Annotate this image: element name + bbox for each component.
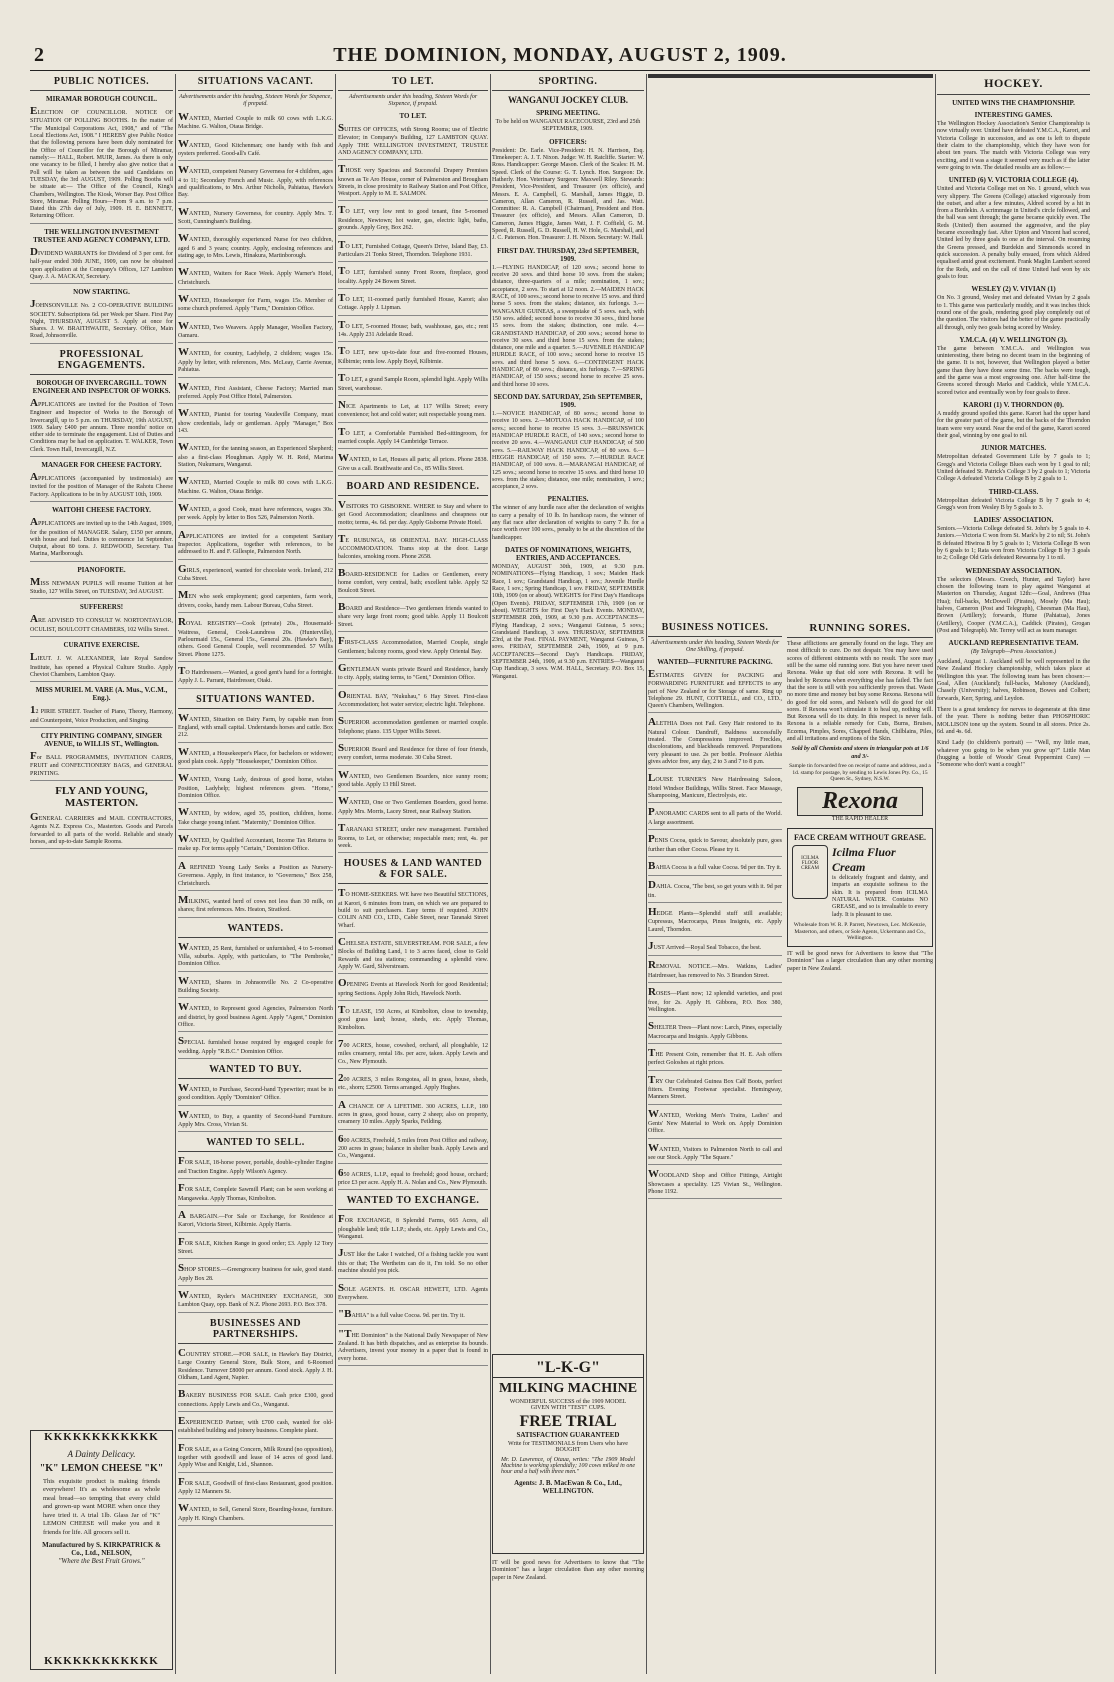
classified-ad: WANTED, by Qualified Accountant, Income Tax Returns to make up. For terms apply "Certain," Dominion Office. xyxy=(178,833,333,857)
classified-ad: 650 ACRES, L.I.P., equal to freehold; good house, orchard; price £3 per acre. Apply H. A. Nolan and Co., New Plymouth. xyxy=(338,1167,488,1191)
section-header: HOUSES & LAND WANTED & FOR SALE. xyxy=(338,856,488,884)
notice-body: ELECTION OF COUNCILLOR. NOTICE OF SITUATION OF POLLING BOOTHS. In the matter of "The Municipal Corporations Act, 1908," and of "The Local Elections Act, 1908." I HEREBY give Public Notice that the following persons have been duly nominated for the Office of Councillor for the Borough of Miramar, namely:— HALL, Robert. MUIR, James. As there is only one vacancy to be filled, I hereby also give notice that a Poll will be taken as between the said Candidates on TUESDAY, the 3rd AUGUST, 1909. Polling Booths will be situate at:— The Office of the Council, King's Chambers, Wellington. The Kiosk, Worser Bay. Post Office Store, Miramar. Polling Hours—From 9 a.m. to 7 p.m. Dated this 27th day of July, 1909. H. E. BENNETT, Returning Officer. xyxy=(30,105,173,224)
notice-title: BOROUGH OF INVERCARGILL. TOWN ENGINEER AND INSPECTOR OF WORKS. xyxy=(32,378,171,395)
classified-ad: WANTED, 25 Rent, furnished or unfurnished, 4 to 5-roomed Villa, suburbs. Apply, with particulars, to "The Pembroke," Dominion Office. xyxy=(178,941,333,972)
classified-ad: FOR SALE, Goodwill of first-class Restaurant, good position. Apply 12 Manners St. xyxy=(178,1476,333,1500)
notice-body: APPLICATIONS are invited for the Position of Town Engineer and Inspector of Works to the Borough of Invercargill, up to 5 p.m. on THURSDAY, 19th AUGUST, 1909. Salary £400 per annum. Three months' notice on either side to terminate the engagement. List of Duties and Conditions may be had on application. T. WALKER, Town Clerk. Town Hall, Invercargill, N.Z. xyxy=(30,397,173,457)
classified-ad: WANTED, for country, Ladyhelp, 2 children; wages 15s. Apply by letter, with references, Mrs. McLeay, Carrie Avenue, Pahiatua. xyxy=(178,346,333,377)
icilma-title: Icilma Fluor Cream xyxy=(832,845,896,875)
classified-ad: WANTED, a good Cook, must have references, wages 30s. per week. Apply by letter to Box 526, Palmerston North. xyxy=(178,502,333,526)
meeting-venue: To be held on WANGANUI RACECOURSE, 23rd and 25th SEPTEMBER, 1909. xyxy=(495,119,641,133)
classified-ad: A REFINED Young Lady Seeks a Position as Nursery-Governess. Apply, in first instance, to "Governess," Box 258, Christchurch. xyxy=(178,860,333,891)
classified-ad: WANTED, Visitors to Palmerston North to call and see our Stock. Apply "The Square." xyxy=(648,1142,782,1166)
k-border: KKKKKKKKKKKK xyxy=(44,1431,159,1443)
column-situations xyxy=(178,74,333,1674)
classified-ad: TO LET, Furnished Cottage, Queen's Drive, Island Bay, £3. Particulars 21 Tonks Street, Thorndon. Telephone 1931. xyxy=(338,239,488,263)
notice-title: PIANOFORTE. xyxy=(77,565,126,574)
section-header: WANTEDS. xyxy=(178,921,333,938)
classified-ad: COUNTRY STORE.—FOR SALE, in Hawke's Bay District, Large Country General Store, Bulk Store, and 6-Roomed Residence. Turnover £8000 per annum. Good stock. Apply J. H. Oldham, Land Agent, Napier. xyxy=(178,1347,333,1385)
classified-ad: BAHIA Cocoa is a full value Cocoa. 9d per tin. Try it. xyxy=(648,860,782,876)
classified-ad: WANTED, One or Two Gentlemen Boarders, good home. Apply Mrs. Morris, Lacey Street, near Railway Station. xyxy=(338,795,488,819)
classified-ad: WOODLAND Shop and Office Fittings, Airtight Showcases a speciality. 125 Vivian St., Wellington. Phone 1192. xyxy=(648,1168,782,1199)
section-header: PROFESSIONAL ENGAGEMENTS. xyxy=(30,347,173,375)
article-text: The Wellington Hockey Association's Senior Championship is now virtually over. United have defeated Y.M.C.A., Karori, and Victoria College in succession, and as one is left to dispute their claim to the championship, which they have won for about ten years. The match with Victoria College was very exciting, and it was a stage it seemed very much as if the latter were going to win. The detailed results are as follow:— xyxy=(937,121,1090,171)
article-text: A muddy ground spoiled this game. Karori had the upper hand for the greater part of the game, but the backs of the Thorndon team were very sound. Near the end of the game, Karori scored their goal, winning by one goal to nil. xyxy=(937,411,1090,439)
section-header: SPORTING. xyxy=(492,74,644,91)
guarantee: SATISFACTION GUARANTEED xyxy=(516,1431,620,1439)
notice-body: 12 PIRIE STREET. Teacher of Piano, Theory, Harmony, and Counterpoint, Voice Production, and Singing. xyxy=(30,704,173,728)
classified-ad: FOR EXCHANGE, 8 Splendid Farms, 665 Acres, all ploughable land; title L.I.P.; sheds, etc. Apply Lewis and Co., Wanganui. xyxy=(338,1213,488,1244)
classified-ad: SUPERIOR accommodation gentlemen or married couple. Telephone; piano. 135 Upper Willis Street. xyxy=(338,715,488,739)
race-programme: 1.—FLYING HANDICAP, of 120 sovs.; second horse to receive 20 sovs. and third horse 10 sovs. from the stakes; distance, three-quarters of a mile; nomination, 1 sov.; acceptance, 2 sovs. To start at 12 noon. 2.—MAIDEN HACK RACE, of 100 sovs.; second horse to receive 15 sovs. and third horse 5 sovs. from the stakes; distance, six furlongs. 3.—WANGANUI GUINEAS, a sweepstake of 5 sovs. each, with 150 sovs. added; second horse to receive 30 sovs., third horse 15 sovs. from the stakes; distinction, one mile. 4.—GRANDSTAND HANDICAP, of 200 sovs.; second horse to receive 30 sovs. and third horse 15 sovs. from the stakes; distance, one mile and a quarter. 5.—JUVENILE HANDICAP HURDLE RACE, of 100 sovs.; second horse to receive 15 sovs. and third horse 5 sovs. 6.—CONTINGENT HACK HANDICAP, of 80 sovs.; distance, six furlongs. 7.—SPRING HANDICAP, of 150 sovs.; second horse to receive 25 sovs. and third horse 10 sovs. xyxy=(492,264,644,388)
notice-title: MISS MURIEL M. VARE (A. Mus., V.C.M., Eng.). xyxy=(35,686,168,703)
article-text: On No. 3 ground, Wesley met and defeated Vivian by 2 goals to 1. This game was particularly muddy, and it was inches thick round one of the goals, rendering good play completely out of the question. The visitors had the better of the game practically all through, only two goals being scored by Wesley. xyxy=(937,295,1090,331)
section-header: SITUATIONS WANTED. xyxy=(178,692,333,709)
subheading: DATES OF NOMINATIONS, WEIGHTS, ENTRIES, AND ACCEPTANCES. xyxy=(505,546,631,562)
classified-ad: BAKERY BUSINESS FOR SALE. Cash price £300, good connections. Apply Lewis and Co., Wanganui. xyxy=(178,1388,333,1412)
classified-ad: GIRLS, experienced, wanted for chocolate work. Ireland, 212 Cuba Street. xyxy=(178,563,333,587)
classified-ad: WANTED, a Housekeeper's Place, for bachelors or widower; good plain cook. Apply "Housekeeper," Dominion Office. xyxy=(178,746,333,770)
match-heading: UNITED (6) V. VICTORIA COLLEGE (4). xyxy=(948,176,1079,185)
classified-ad: FOR SALE, Complete Sawmill Plant; can be seen working at Mangaweka. Apply Thomas, Kimbolton. xyxy=(178,1182,333,1206)
classified-ad: ROYAL REGISTRY—Cook (private) 20s., Housemaid-Waitress, General, Cook-Laundress 20s. (Hunterville), Parlourmaid 15s., General 15s., General 20s. (Hawke's Bay), others. Good General Couple, well recommended. 57 Willis Street. Phone 1275. xyxy=(178,616,333,662)
section-subhead: Advertisements under this heading, Sixteen Words for Sixpence, if prepaid. xyxy=(348,94,478,107)
rexona-tagline: THE RAPID HEALER xyxy=(831,816,889,823)
classified-ad: WANTED, two Gentlemen Boarders, nice sunny room; good table. Apply 13 Hill Street. xyxy=(338,769,488,793)
ad-heading: RUNNING SORES. xyxy=(787,620,933,638)
notice-body: GENERAL CARRIERS and MAIL CONTRACTORS, Agents N.Z. Express Co., Masterton. Goods and Parcels forwarded to all parts of the world. Reliable and steady horses, and up-to-date Sample Rooms. xyxy=(30,811,173,849)
ad-title: A Dainty Delicacy. xyxy=(67,1449,136,1459)
classified-ad: "THE Dominion" is the National Daily Newspaper of New Zealand. It has birth dispatches, and as enterprise its bounds. Advertisers, invest your money in a paper that is found in every home. xyxy=(338,1328,488,1366)
classified-ad: MEN who seek employment; good carpenters, farm work, drivers, cooks, handy men. Labour Bureau, Cuba Street. xyxy=(178,589,333,613)
wholesale-info: Wholesale from W. R. P. Parrett, Newtown, Lec. McKenzie, Masterton, and others, or Sole Agents, Uckermann and Co., Wellington. xyxy=(793,921,927,942)
notice-title: CURATIVE EXERCISE. xyxy=(63,641,140,650)
circulation-notice: IT will be good news for Advertisers to know that "The Dominion" has a larger circulation than any other morning paper in New Zealand. xyxy=(492,1560,644,1581)
classified-ad: WANTED, Nursery Governess, for country. Apply Mrs. T. Scott, Cunningham's Building. xyxy=(178,206,333,230)
classified-ad: TO HOME-SEEKERS. WE have two Beautiful SECTIONS, at Karori, 6 minutes from tram, on which we are prepared to build to suit purchasers. Easy terms if required. JOHN COLIN AND CO., LTD., Cable Street, near Taranaki Street Wharf. xyxy=(338,887,488,933)
penalties-text: The winner of any hurdle race after the declaration of weights to carry a penalty of 10 lb. In handicap races, the winner of any flat race after declaration of weights to carry 7 lb. for a race worth over 100 sovs., penalty to be at the discretion of the handicapper. xyxy=(492,505,644,541)
classified-ad: FIRST-CLASS Accommodation, Married Couple, single Gentlemen; balcony rooms, good view. Apply Oriental Bay. xyxy=(338,635,488,659)
classified-ad: CHELSEA ESTATE, SILVERSTREAM. FOR SALE, a few Blocks of Building Land, 1 to 3 acres faced, close to Gold Rewards and tea stations; commanding a splendid view. Apply W. Gard, Silverstream. xyxy=(338,936,488,974)
section-subhead: Advertisements under this heading, Sixteen Words for Sixpence, if prepaid. xyxy=(179,94,332,107)
tagline: "Where the Best Fruit Grows." xyxy=(58,1557,145,1566)
notice-body: APPLICATIONS are invited up to the 14th August, 1909, for the position of MANAGER. Salary, £150 per annum, with house and fuel. Duties to commence 1st September. Output, about 80 tons. J. REDWOOD, Secretary. Tua Marina, Marlborough. xyxy=(30,516,173,562)
classified-ad: TO LET, 5-roomed House; bath, washhouse, gas, etc.; rent 14s. Apply 231 Adelaide Road. xyxy=(338,319,488,343)
classified-ad: TE RUBUNGA, 68 ORIENTAL BAY. HIGH-CLASS ACCOMMODATION. Trams stop at the door. Large balconies, smoking room. Phone 2658. xyxy=(338,533,488,564)
classified-ad: WANTED, Waiters for Race Week. Apply Warner's Hotel, Christchurch. xyxy=(178,266,333,290)
classified-ad: WANTED, First Assistant, Cheese Factory; Married man preferred. Apply Post Office Hotel, Palmerston. xyxy=(178,381,333,405)
classified-ad: WANTED, Situation on Dairy Farm, by capable man from England, with small capital. Understands horses and cattle. Box 212. xyxy=(178,712,333,743)
classified-ad: THE Present Coin, remember that H. E. Ash offers perfect Goloshes at right prices. xyxy=(648,1047,782,1071)
notice-body: For BALL PROGRAMMES, INVITATION CARDS, FRUIT and CONFECTIONERY BAGS, and GENERAL PRINTING. xyxy=(30,750,173,781)
classified-ad: SUPERIOR Board and Residence for three of four friends, every comfort, terms moderate. 30 Cuba Street. xyxy=(338,742,488,766)
classified-ad: JUST Arrived—Royal Seal Tobacco, the best. xyxy=(648,940,782,956)
classified-ad: WANTED, to Buy, a quantity of Second-hand Furniture. Apply Mrs. Cross, Vivian St. xyxy=(178,1109,333,1133)
classified-ad: BOARD and Residence—Two gentlemen friends wanted to share very large front room; good table. Apply 11 Boulcott Street. xyxy=(338,601,488,632)
article-text: Auckland, August 1. Auckland will be well represented in the New Zealand Hockey championship, which takes place at Wellington this year. The following team has been chosen:—Goal, Allen (Auckland); full-backs, Mahoney (Auckland), Chasely (University); halves, Robinson, Bowes and Colbert; forwards, Kerr, Spring, and Leydon. xyxy=(937,659,1090,702)
classified-ad: TARANAKI STREET, under new management. Furnished Rooms, to Let, or otherwise; respectable men; rent, 4s. per week. xyxy=(338,822,488,853)
testimonial: Mr. D. Lawrence, of Otaua, writes: "The 1909 Model Machine is working splendidly; 100 cows milked in one hour and a half with three men." xyxy=(501,1457,635,1475)
section-header: PUBLIC NOTICES. xyxy=(30,74,173,91)
article-text: Seniors.—Victoria College defeated St. John's by 5 goals to 4. Juniors.—Victoria C won from St. Mark's by 2 to nil; St. John's B defeated Hiwiroa B by 5 goals to 1; Victoria College B won by 6 goals to 1; Rata won from Victoria College B by 3 goals to 2; College Old Girls defeated Rewanna by 1 to nil. xyxy=(937,526,1090,562)
classified-ad: NICE Apartments to Let, at 117 Willis Street; every convenience; hot and cold water; suit respectable young men. xyxy=(338,399,488,423)
classified-ad: WANTED, thoroughly experienced Nurse for two children, aged 6 and 3 years; country. Apply, enclosing references and stating age, to Mrs. Lewis, Hinakura, Martinborough. xyxy=(178,232,333,263)
manufacturer: Manufactured by S. KIRKPATRICK & Co., Ltd., NELSON, xyxy=(42,1541,161,1558)
classified-ad: WANTED, Two Weavers. Apply Manager, Woollen Factory, Oamaru. xyxy=(178,320,333,344)
column-hockey xyxy=(937,74,1090,1674)
classified-ad: TO Hairdressers.—Wanted, a good gent's hand for a fortnight. Apply J. L. Parrant, Hairdresser, Otaki. xyxy=(178,665,333,689)
subheading: UNITED WINS THE CHAMPIONSHIP. xyxy=(952,99,1075,107)
classified-ad: 600 ACRES, Freehold, 5 miles from Post Office and railway, 200 acres in grass; balance in shelter bush. Apply Lewis and Co., Wanganui. xyxy=(338,1133,488,1164)
masthead xyxy=(30,44,1090,71)
classified-ad: WANTED, Good Kitchenman; one handy with fish and oysters preferred. Good-all's Café. xyxy=(178,138,333,162)
section-header: HOCKEY. xyxy=(937,74,1090,95)
classified-ad: TO LET, a grand Sample Room, splendid light. Apply Willis Street, warehouse. xyxy=(338,372,488,396)
classified-ad: WANTED, Shares in Johnsonville No. 2 Co-operative Building Society. xyxy=(178,975,333,999)
classified-ad: WANTED, by widow, aged 35, position, children, home. Take charge young infant. "Maternity," Dominion Office. xyxy=(178,806,333,830)
classified-ad: TO LET, a Comfortable Furnished Bed-sittingroom, for married couple. Apply 14 Cambridge Terrace. xyxy=(338,426,488,450)
classified-ad: TO LET, furnished sunny Front Room, fireplace, good locality. Apply 24 Bowen Street. xyxy=(338,265,488,289)
page-number: 2 xyxy=(34,44,44,66)
section-subhead: Advertisements under this heading, Sixteen Words for One Shilling, if prepaid. xyxy=(650,640,780,653)
notice-title: CITY PRINTING COMPANY, SINGER AVENUE, to WILLIS ST., Wellington. xyxy=(40,731,163,748)
notice-title: MANAGER FOR CHEESE FACTORY. xyxy=(41,461,162,470)
classified-ad: WANTED, to Represent good Agencies, Palmerston North and district, by good business Agent. Apply "Agent," Dominion Office. xyxy=(178,1001,333,1032)
classified-ad: GENTLEMAN wants private Board and Residence, handy to city. Apply, stating terms, to "Gent," Dominion Office. xyxy=(338,662,488,686)
classified-ad: FOR SALE, as a Going Concern, Milk Round (no opposition), together with goodwill and lease of 14 acres of good land. Apply Wise and Knight, Ltd., Shannon. xyxy=(178,1442,333,1473)
classified-ad: SHOP STORES.—Greengrocery business for sale, good stand. Apply Box 28. xyxy=(178,1262,333,1286)
subheading: OFFICERS: xyxy=(549,137,587,146)
column-to-let xyxy=(338,74,488,1674)
match-heading: KARORI (1) V. THORNDON (0). xyxy=(963,401,1064,409)
classified-ad: A CHANCE OF A LIFETIME. 300 ACRES, L.I.P., 180 acres in grass, good house, carry 2 sheep; also on property, creamery 10 miles. Apply Sparks, Feilding. xyxy=(338,1099,488,1130)
classified-ad: TO LET, 11-roomed partly furnished House, Karori; also Cottage. Apply J. Lipman. xyxy=(338,292,488,316)
section-header: SITUATIONS VACANT. xyxy=(178,74,333,91)
rexona-logo: Rexona xyxy=(797,787,923,816)
ad-body: This exquisite product is making friends everywhere! It's as wholesome as whole meal bread—so tempting that every child and grown-up want MORE when once they have tried it. A trial 1lb. Glass Jar of "K" LEMON CHEESE will make you and it friends for life. All grocers sell it. xyxy=(43,1478,160,1536)
match-heading: Y.M.C.A. (4) V. WELLINGTON (3). xyxy=(959,335,1068,344)
brand-name: "K" LEMON CHEESE "K" xyxy=(39,1463,164,1474)
classified-ad: WANTED, competent Nursery Governess for 4 children, ages 4 to 11; Secondary French and Music. Apply, with references and qualifications, to Mrs. Arthur Nicholls, Pahiatua, Hawke's Bay. xyxy=(178,164,333,202)
k-border: KKKKKKKKKKKK xyxy=(44,1655,159,1667)
subheading: WEDNESDAY ASSOCIATION. xyxy=(965,566,1062,575)
classified-ad: SHELTER Trees—Plant now: Larch, Pines, especially Macrocarpa and Insignis. Apply Gibbons. xyxy=(648,1020,782,1044)
classified-ad: WANTED, Young Lady, desirous of good home, wishes Position, Ladyhelp; highest references given. "Home," Dominion Office. xyxy=(178,772,333,803)
notice-title: WAITOHI CHEESE FACTORY. xyxy=(52,506,151,515)
notice-body: JOHNSONVILLE No. 2 CO-OPERATIVE BUILDING SOCIETY. Subscriptions 6d. per Week per Share. First Pay Night, THURSDAY, AUGUST 5. Apply at once for Shares. J. W. BRAITHWAITE, Secretary. Office, Main Road, Johnsonville. xyxy=(30,298,173,344)
notice-body: APPLICATIONS (accompanied by testimonials) are invited for the position of Manager of the Rahotu Cheese Factory. Applications to be in by AUGUST 10th, 1909. xyxy=(30,471,173,502)
ad-line: WONDERFUL SUCCESS of the 1909 MODEL GIVEN WITH "TEST" CUPS. xyxy=(509,1399,627,1411)
ad-body: These afflictions are generally found on the legs. They are most difficult to cure. Do not despair. You may have used scores of different ointments with no result. The sore may still be the same old running sore. But you have never used Rexona. Wake up that old sore with Rexona. It will be healed by Rexona when everything else has failed. The fact that the sore is still with you sufficiently proves that. Waste no more time and money but buy some Rexona. Rexona will do good for old sores, and Nelson's will do good for old sores. If Rexona won't stimulate it to heal up, nothing will. But Rexona will do its duty. In this respect is never fails. Rexona is a reliable remedy for Cuts, Burns, Bruises, Eczema, Pimples, Sores, Chapped Hands, Chilblains, Piles, and all irritations and eruptions of the Skin. xyxy=(787,641,933,743)
classified-ad: OPENING Events at Havelock North for good Residential; spring Sections. Apply John Rich, Havelock North. xyxy=(338,977,488,1001)
agent-name: Agents: J. B. MacEwan & Co., Ltd., WELLINGTON. xyxy=(514,1479,622,1495)
notice-body: ARE ADVISED TO CONSULT W. NORTONTAYLOR, OCULIST, BOULCOTT CHAMBERS, 102 Willis Street. xyxy=(30,613,173,637)
classified-ad: SUITES OF OFFICES, with Strong Rooms; use of Electric Elevator; in Company's Building, 127 LAMBTON QUAY. Apply THE WELLINGTON INVESTMENT, TRUSTEE AND AGENCY COMPANY, LTD. xyxy=(338,122,488,160)
free-trial: FREE TRIAL xyxy=(519,1413,617,1430)
brand-name: "L-K-G" xyxy=(493,1359,643,1378)
classified-ad: SOLE AGENTS. H. OSCAR HEWETT, LTD. Agents Everywhere. xyxy=(338,1282,488,1306)
match-heading: WESLEY (2) V. VIVIAN (1) xyxy=(971,285,1056,294)
dates-text: MONDAY, AUGUST 30th, 1909, at 9.30 p.m. NOMINATIONS—Flying Handicap, 1 sov.; Maiden Hack Race, 1 sov.; Grandstand Handicap, 1 sov.; Juvenile Hurdle Race, 1 sov.; Spring Handicap, 1 sov. FRIDAY, SEPTEMBER 10th, 1909 (on or about). WEIGHTS for First Day's Handicaps (Open Events). FRIDAY, SEPTEMBER 17th, 1909 (on or about). WEIGHTS for First Day's Hack Events. MONDAY, SEPTEMBER 20th, 1909, at 9.30 p.m. ACCEPTANCES—Flying Handicap, 2 sovs.; Wanganui Guineas, 5 sovs.; Grandstand Handicap, 3 sovs. THURSDAY, SEPTEMBER 23rd, at the Post. FINAL PAYMENT, Wanganui Guineas, 5 sovs. FRIDAY, SEPTEMBER 24th, 1909, at 9 p.m. ACCEPTANCES—Second Day's Handicaps. FRIDAY, SEPTEMBER 24th, 1909, at 9.30 p.m. ENTRIES—Wanganui Cup Handicap, 3 sovs. W.M. HALL, Secretary. P.O. Box 15, Wanganui. xyxy=(492,564,644,680)
classified-ad: PENIS Cocoa, quick to Savour, absolutely pure, goes further than other Cocoa. Please try it. xyxy=(648,833,782,857)
ad-line: Write for TESTIMONIALS from Users who have BOUGHT xyxy=(508,1441,628,1453)
article-text: There is a great tendency for nerves to degenerate at this time of the year. There is nothing better than PHOSPHORIC MOLLISON tone up the system. Sound in all stores. Price 2s. 6d. and 4s. 6d. xyxy=(937,706,1090,735)
column-rule xyxy=(646,74,647,1674)
article-text: United and Victoria College met on No. 1 ground, which was very slippery. The Greens (College) attacked vigorously from the outset, and after a few minutes, Aldred scored by a hit in from a Burdekin. A scrimmage in United's circle followed, and the ball was sent through; the game became quickly even. The Reds (United) then assumed the aggressive, and the play became exceedingly fast. After Upton and Vincent had scored, United led by three goals to one at the interval. On resuming the Greens pressed, and Burdekin and Simmonds scored in quick succession. A penalty bully ensued, from which Aldred equalised amid great excitement. Frank Maglin Lambert scored for the Reds, and on the call of time United had won by six goals to four. xyxy=(937,186,1090,280)
sold-by: Sold by all Chemists and stores in triangular pots at 1/6 and 3/- xyxy=(791,746,929,760)
notice-title: FLY AND YOUNG, MASTERTON. xyxy=(55,784,148,809)
classified-ad: WANTED, Working Men's Trains, Ladies' and Gents' New Material to Work on. Apply Dominion Office. xyxy=(648,1108,782,1139)
classified-ad: SPECIAL furnished house required by engaged couple for wedding. Apply "R.B.C." Dominion Office. xyxy=(178,1035,333,1059)
notice-title: NOW STARTING. xyxy=(73,288,130,297)
classified-ad: TRY Our Celebrated Guinea Box Calf Boots, perfect fitters. Evening Footwear specialist. Hemingway, Manners Street. xyxy=(648,1074,782,1105)
newspaper-title: THE DOMINION, MONDAY, AUGUST 2, 1909. xyxy=(333,44,787,66)
running-sores-advert xyxy=(787,620,933,973)
sample-offer: Sample tin forwarded free on receipt of name and address, and a 1d. stamp for postage, by sending to Lewis Jones Pty. Co., 15 Queen St., Sydney, N.S.W. xyxy=(789,763,931,783)
section-header: BUSINESSES AND PARTNERSHIPS. xyxy=(178,1316,333,1344)
subheading: LADIES' ASSOCIATION. xyxy=(973,516,1054,525)
byline: (By Telegraph—Press Association.) xyxy=(970,649,1057,656)
subheading: WANTED—FURNITURE PACKING. xyxy=(657,657,773,666)
subheading: SECOND DAY. SATURDAY, 25th SEPTEMBER, 1909. xyxy=(493,393,643,409)
section-header: WANTED TO SELL. xyxy=(178,1135,333,1152)
classified-ad: EXPERIENCED Partner, with £700 cash, wanted for old-established building and joinery business. Complete plant. xyxy=(178,1415,333,1439)
classified-ad: APPLICATIONS are invited for a competent Sanitary Inspector. Applications, together with references, to be addressed to H. and F. Gillespie, Palmerston North. xyxy=(178,529,333,560)
subheading: JUNIOR MATCHES. xyxy=(980,444,1047,453)
classified-ad: VISITORS TO GISBORNE. WHERE to Stay and where to get Good Accommodation; cleanliness and cheapness our motto; terms, 4s. 6d. per day. Apply Gisborne Private Hotel. xyxy=(338,499,488,530)
face-cream-heading: FACE CREAM WITHOUT GREASE. xyxy=(793,833,927,843)
product-name: MILKING MACHINE xyxy=(498,1381,638,1396)
section-header: BOARD AND RESIDENCE. xyxy=(338,479,488,496)
subheading: TO LET. xyxy=(399,111,427,120)
column-business-notices xyxy=(648,620,782,1670)
classified-ad: BOARD-RESIDENCE for Ladies or Gentlemen, every home comfort, very central, bath; excellent table. Apply 52 Boulcott Street. xyxy=(338,567,488,598)
classified-ad: ALETHIA Does not Fail. Grey Hair restored to its Natural Colour. Dandruff, Baldness successfully treated. The Compressions improved. Freckles, discolorations, and blackheads removed. Preparations very pleasant to use. 2s per bottle. Professor Alethia gives advice free, any day, 2 to 3 and 7 to 8 p.m. xyxy=(648,716,782,769)
article-text: Metropolitan defeated Government Life by 7 goals to 1; Gregg's and Victoria College Blues each won by 1 goal to nil; United defeated St. Patrick's College 3 by 2 goals to 1; Victoria College A defeated Victoria College B by 2 goals to 1. xyxy=(937,454,1090,483)
classified-ad: MILKING, wanted herd of cows not less than 30 milk, on shares; first references. Mrs. Heaton, Stratford. xyxy=(178,894,333,918)
notice-body: LIEUT. J. W. ALEXANDER, late Royal Sandow Institute, has opened a Physical Culture Studio. Apply Cheviot Chambers, Lambton Quay. xyxy=(30,651,173,682)
classified-ad: 200 ACRES, 3 miles Rongotea, all in grass, house, sheds, etc., shorn; £2500. Terms arranged. Apply Hughes. xyxy=(338,1072,488,1096)
milking-machine-advert xyxy=(492,1354,644,1554)
notice-title: SUFFERERS! xyxy=(79,603,124,612)
classified-ad: HEDGE Plants—Splendid stuff still available; Cupressus, Macrocarpa, Pinus Insignis, etc. Apply Laurel, Thorndon. xyxy=(648,906,782,937)
article-text: Metropolitan defeated Victoria College B by 7 goals to 4; Gregg's won from Wesley B by 5 goals to 3. xyxy=(937,497,1090,511)
notice-body: DIVIDEND WARRANTS for Dividend of 3 per cent. for half-year ended 30th JUNE, 1909, can now be obtained upon application at the Company's Offices, 127 Lambton Quay. J. A. MACKAY, Secretary. xyxy=(30,246,173,284)
classified-ad: JUST like the Lake I watched, Of a fishing tackle you want this or that; The Wertheim can do it, I'm told. So no other machine should you pick. xyxy=(338,1247,488,1278)
classified-ad: REMOVAL NOTICE.—Mrs. Watkins, Ladies' Hairdresser, has removed to No. 3 Brandon Street. xyxy=(648,959,782,983)
officers-list: President: Dr. Earle. Vice-President: H. N. Harrison, Esq. Timekeeper: A. J. T. Nixon. Judge: W. H. Ratcliffe. Starter: W. Ross. Handicapper: George Mason. Clerk of the Scales: H. M. Speed. Clerk of the Course: G. T. Lynch. Hon. Surgeon: Dr. Hatherly. Hon. Veterinary Surgeon: Maxwell Riley. Stewards: President, Vice-President, and Treasurer (ex officio), and Messrs. E. A. Campbell, G. Marshall, James Higgie, D. Cameron, Allan Cameron, R. Russell, and Jas. Watt. Committee: R. A. Campbell (Chairman), President and Hon. Treasurer (ex officio), and Messrs. Allan Cameron, D. Cameron, James Higgie, James Watt, J. F. Coffield, G. M. Speed, R. Russell, G. D. Russell, H. W. Hole, G. Marshall, and J. C. Paterson. Hon. Treasurer: J. H. Nixon. Secretary: W. Hall. xyxy=(492,147,644,242)
subheading: FIRST DAY. THURSDAY, 23rd SEPTEMBER, 1909. xyxy=(497,246,639,263)
icilma-body: is delicately fragrant and dainty, and imparts an exquisite softness to the skin. It is prepared from ICILMA NATURAL WATER. Contains NO GREASE, and so is invaluable to every lady. It is pleasant to use. xyxy=(832,875,928,918)
classified-ad: FOR SALE, Kitchen Range in good order; £3. Apply 12 Tory Street. xyxy=(178,1236,333,1260)
article-text: The game between Y.M.C.A. and Wellington was uninteresting, there being no decent team in the beginning of the game. It is not, however, that Wellington played a better game than they have done some time. The backs were tough, and the game was a most engrossing one. After half-time the Greens scored through Marks and Caddick, while Y.M.C.A. scored twice and eventually won by four goals to three. xyxy=(937,345,1090,396)
classified-ad: LOUISE TURNER'S New Hairdressing Saloon, Hotel Windsor Buildings, Willis Street. Face Massage, Shampooing, Manicure, Electrolysis, etc. xyxy=(648,772,782,803)
column-rule xyxy=(490,74,491,1674)
classified-ad: DAHIA. Cocoa, 'The best, so get yours with it. 9d per tin. xyxy=(648,879,782,903)
classified-ad: WANTED, Housekeeper for Farm, wages 15s. Member of some church preferred. Apply "Farm," Dominion Office. xyxy=(178,293,333,317)
classified-ad: THOSE very Spacious and Successful Drapery Premises known as Te Aro House, corner of Palmerston and Brougham Streets, in close proximity to Railway Station and Post Office, Westport. Apply to M. E. SALMON. xyxy=(338,163,488,201)
cream-jar-label: ICILMA FLOOR CREAM xyxy=(792,845,828,899)
classified-ad: 700 ACRES, house, cowshed, orchard, all ploughable, 12 miles creamery, rental 18s. per acre, taken. Apply Lewis and Co., New Plymouth. xyxy=(338,1038,488,1069)
column-rule xyxy=(175,74,176,1674)
subheading: THIRD-CLASS. xyxy=(988,487,1039,496)
circulation-notice: IT will be good news for Advertisers to know that "The Dominion" has a larger circulation than any other morning paper in New Zealand. xyxy=(787,951,933,972)
article-text: Kind Lady (to children's portrait) — "Well, my little man, whatever you going to be when you grow up?" Little Man (hugging a bottle of Woods' Great Peppermint Cure) — "Someone who don't want a cough!" xyxy=(937,740,1090,769)
classified-ad: TO LET, new up-to-date four and five-roomed Houses, Kilbirnie; rents low. Apply Boyd, Kilbirnie. xyxy=(338,345,488,369)
lemon-cheese-advert xyxy=(30,1430,173,1670)
classified-ad: "BAHIA" is a full value Cocoa. 9d. per tin. Try it. xyxy=(338,1308,488,1324)
meeting-name: SPRING MEETING. xyxy=(536,109,600,117)
club-name: WANGANUI JOCKEY CLUB. xyxy=(508,95,628,105)
classified-ad: PANORAMIC CARDS sent to all parts of the World. A large assortment. xyxy=(648,806,782,830)
subheading: INTERESTING GAMES. xyxy=(974,111,1053,119)
classified-ad: WANTED, to Sell, General Store, Boarding-house, furniture. Apply H. King's Chambers. xyxy=(178,1502,333,1526)
classified-ad: TO LEASE, 150 Acres, at Kimbolton, close to township, good grass land; house, sheds, etc. Apply Thomas, Kimbolton. xyxy=(338,1004,488,1035)
classified-ad: FOR SALE, 18-horse power, portable, double-cylinder Engine and Traction Engine. Apply Wilson's Agency. xyxy=(178,1155,333,1179)
classified-ad: ESTIMATES GIVEN for PACKING and FORWARDING FURNITURE and EFFECTS to any part of New Zealand or for Storage of same. Ring up Telephone 29. HUNT, COTTRELL, and CO., LTD., Queen's Chambers, Wellington. xyxy=(648,668,782,714)
notice-title: MIRAMAR BOROUGH COUNCIL. xyxy=(45,95,158,103)
section-header: WANTED TO BUY. xyxy=(178,1062,333,1079)
section-header: BUSINESS NOTICES. xyxy=(648,620,782,637)
classified-ad: WANTED, Ryder's MACHINERY EXCHANGE, 300 Lambton Quay, opp. Bank of N.Z. Phone 2693. P.O. Box 378. xyxy=(178,1289,333,1313)
notice-title: THE WELLINGTON INVESTMENT TRUSTEE AND AGENCY COMPANY, LTD. xyxy=(33,227,170,244)
classified-ad: ROSES—Plant now; 12 splendid varieties, and post free, for 2s. Apply H. Gibbons, P.O. Box 380, Wellington. xyxy=(648,986,782,1017)
race-programme: 1.—NOVICE HANDICAP, of 80 sovs.; second horse to receive 10 sovs. 2.—MOTUOA HACK HANDICAP, of 100 sovs.; second horse to receive 15 sovs. 3.—BRUNSWICK HANDICAP HURDLE RACE, of 140 sovs.; second horse to receive 20 sovs. 4.—WANGANUI CUP HANDICAP, of 500 sovs. 5.—RAILWAY HACK HANDICAP, of 80 sovs. 6.—HEGGIE HANDICAP, of 150 sovs. 7.—HURDLE RACE HANDICAP, of 100 sovs. 8.—MARANGAI HANDICAP, of 125 sovs.; second horse to receive 15 sovs. and third horse 10 sovs. from the stakes; distance, one mile; nomination, 1 sov.; acceptance, 2 sovs. xyxy=(492,411,644,491)
classified-ad: WANTED, Pianist for touring Vaudeville Company, must show credentials, lady or gentleman. Apply "Manager," Box 143. xyxy=(178,407,333,438)
column-rule xyxy=(335,74,336,1674)
classified-ad: WANTED, Married Couple to milk 60 cows with L.K.G. Machine. G. Walton, Otaua Bridge. xyxy=(178,111,333,135)
classified-ad: WANTED, for the tanning season, an Experienced Shepherd; also a first-class Ploughman. Apply W. H. Reid, Marima Station, Nukumaru, Wanganui. xyxy=(178,441,333,472)
classified-ad: TO LET, very low rent to good tenant, fine 5-roomed Residence, Newtown; hot water, gas, electric light, baths, grounds. Apply Grey, Box 262. xyxy=(338,204,488,235)
article-text: The selectors (Messrs. Creech, Hunter, and Taylor) have chosen the following team to play against Wanganui at Masterton on Thursday, August 12th:—Goal, Andrews (Hua Hua); full-backs, McDowell (Pirates), Mosely (Ma Hau); halves, Cameron (Post and Telegraph), Cheesman (Ma Hau), Brown (Artillery); forwards, Hume (Pahiatua), Jones (Artillery), Cooper (Y.M.C.A.), Caddick (Pirates), Grogan (Post and Telegraph). Mr. Terrey will act as team manager. xyxy=(937,576,1090,634)
subheading: AUCKLAND REPRESENTATIVE TEAM. xyxy=(948,639,1079,648)
section-header: WANTED TO EXCHANGE. xyxy=(338,1193,488,1210)
column-rule xyxy=(935,74,936,1674)
classified-ad: A BARGAIN.—For Sale or Exchange, for Residence at Karori, Victoria Street, Kilbirnie. Apply Harris. xyxy=(178,1209,333,1233)
classified-ad: WANTED, to Let, Houses all parts; all prices. Phone 2838. Give us a call. Braithwaite and Co., 85 Willis Street. xyxy=(338,452,488,476)
subheading: PENALTIES. xyxy=(547,495,589,504)
notice-body: MISS NEWMAN PUPILS will resume Tuition at her Studio, 127 Willis Street, on TUESDAY, 3rd AUGUST. xyxy=(30,576,173,600)
column-sporting xyxy=(492,74,644,1352)
classified-ad: WANTED, Married Couple to milk 80 cows with L.K.G. Machine. G. Walton, Otaua Bridge. xyxy=(178,475,333,499)
section-header: TO LET. xyxy=(338,74,488,91)
classified-ad: WANTED, to Purchase, Second-hand Typewriter; must be in good condition. Apply "Dominion" Office. xyxy=(178,1082,333,1106)
classified-ad: ORIENTAL BAY, "Nukuhau," 6 Hay Street. First-class Accommodation; hot water service; electric light. Telephone. xyxy=(338,689,488,713)
